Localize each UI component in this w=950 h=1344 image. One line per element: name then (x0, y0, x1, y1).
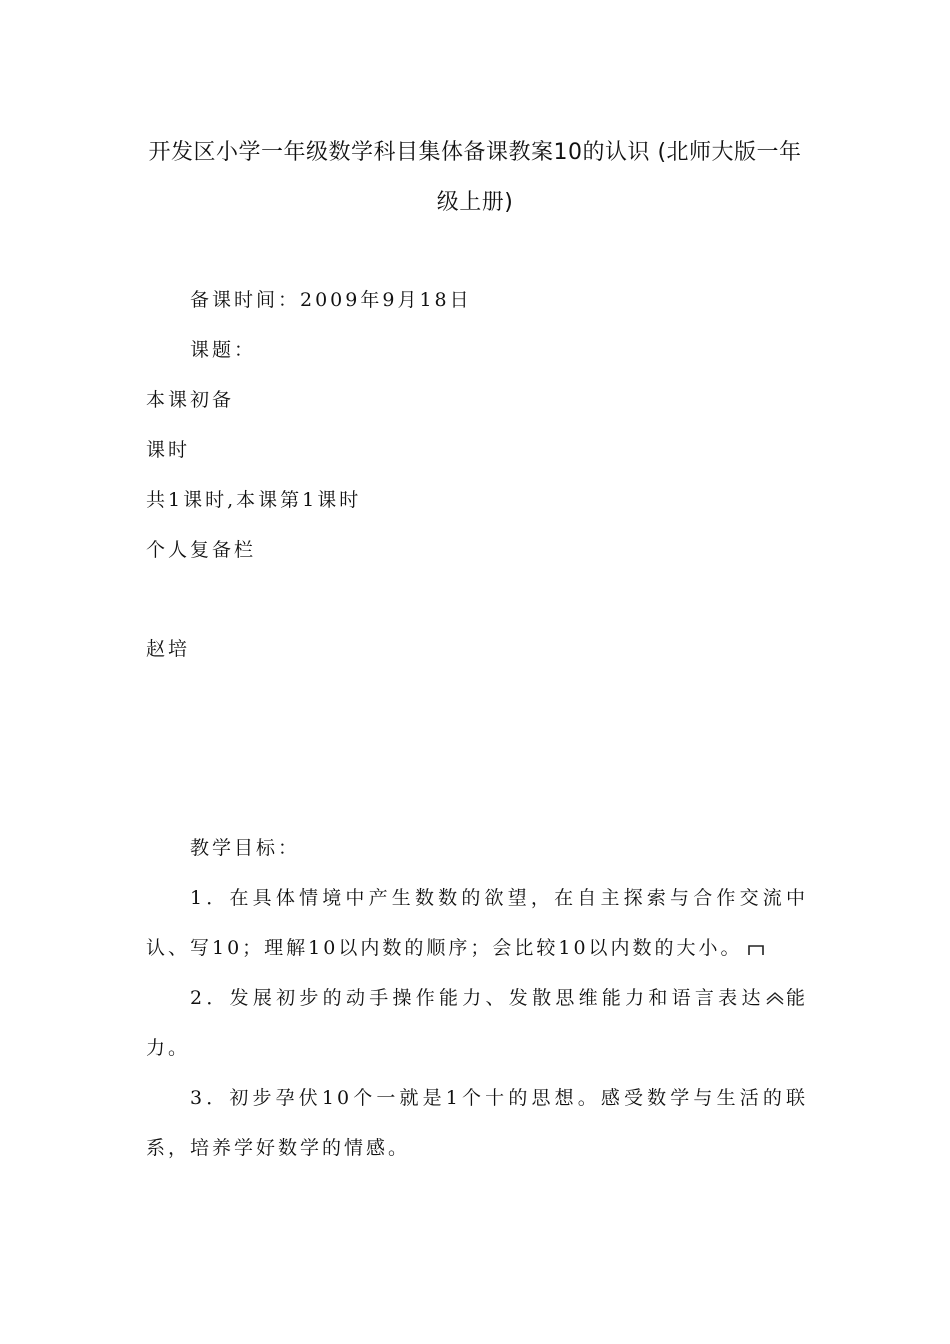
objectives-heading: 教学目标： (190, 837, 301, 859)
objective-item-1 (146, 873, 808, 973)
objective-text-after: 能力。 (146, 987, 808, 1059)
objective-item-2 (146, 973, 808, 1073)
document-title: 开发区小学一年级数学科目集体备课教案10的认识 (北师大版一年级上册) (148, 140, 802, 215)
teacher-name: 赵培 (146, 638, 191, 660)
caret-mark-icon (766, 992, 784, 1006)
prep-time: 备课时间：2009年9月18日 (190, 289, 472, 311)
personal-column-label: 个人复备栏 (146, 539, 257, 561)
objective-text-before: 2．发展初步的动手操作能力、发散思维能力和语言表达 (190, 987, 765, 1009)
lesson-hours-label: 课时 (146, 439, 191, 461)
objective-item-3 (146, 1073, 808, 1173)
objective-text: 3．初步孕伏10个一就是1个十的思想。感受数学与生活的联系，培养学好数学的情感。 (146, 1087, 808, 1159)
lesson-hours: 共1课时,本课第1课时 (146, 489, 362, 511)
initial-prep-label: 本课初备 (146, 389, 235, 411)
bracket-mark-icon (747, 942, 765, 956)
objective-text: 1．在具体情境中产生数数的欲望，在自主探索与合作交流中认、写10；理解10以内数的顺序；会比较10以内数的大小。 (146, 887, 808, 959)
topic-label: 课题： (190, 339, 257, 361)
